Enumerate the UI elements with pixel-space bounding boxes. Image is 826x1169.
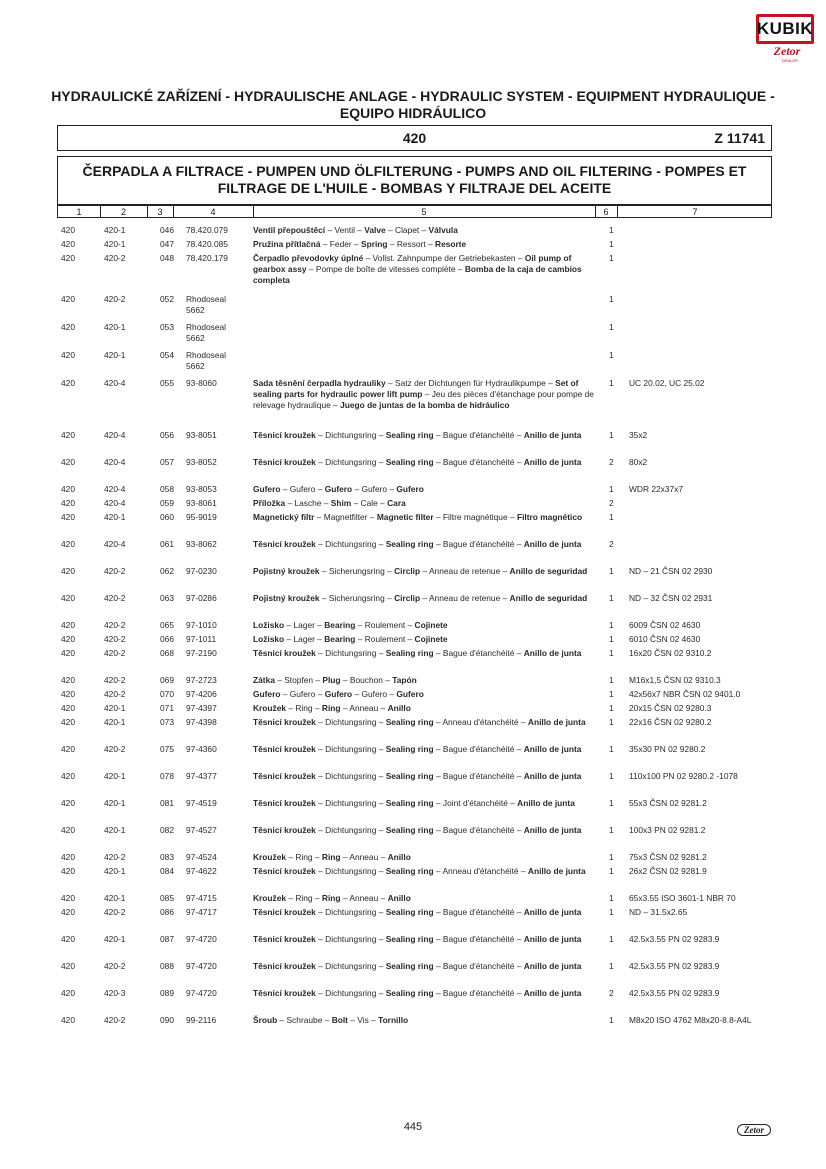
cell-description: Gufero – Gufero – Gufero – Gufero – Gufero [253,484,424,494]
cell-note: 42x56x7 NBR ČSN 02 9401.0 [629,689,741,699]
cell-c2: 420-4 [104,430,126,440]
cell-quantity: 1 [609,253,614,263]
cell-quantity: 1 [609,378,614,388]
cell-c2: 420-2 [104,294,126,304]
cell-note: ND – 31.5x2.65 [629,907,688,917]
cell-c4: 97-2723 [186,675,217,685]
cell-c4: 97-4717 [186,907,217,917]
cell-c4: 97-4519 [186,798,217,808]
cell-c3: 058 [160,484,174,494]
cell-description: Kroužek – Ring – Ring – Anneau – Anillo [253,893,411,903]
cell-quantity: 1 [609,1015,614,1025]
cell-note: 65x3.55 ISO 3601-1 NBR 70 [629,893,736,903]
cell-c4: 97-4622 [186,866,217,876]
cell-c2: 420-4 [104,498,126,508]
table-row [0,893,826,907]
cell-c1: 420 [61,322,75,332]
cell-c4: 93-8060 [186,378,217,388]
cell-c4: 97-4720 [186,961,217,971]
cell-c2: 420-1 [104,866,126,876]
cell-c4: 93-8051 [186,430,217,440]
cell-c2: 420-1 [104,512,126,522]
cell-c2: 420-4 [104,539,126,549]
cell-note: M8x20 ISO 4762 M8x20-8.8-A4L [629,1015,752,1025]
zetor-logo-text: Zetor [773,44,801,58]
cell-note: 55x3 ČSN 02 9281.2 [629,798,707,808]
cell-c1: 420 [61,798,75,808]
cell-c4: 97-4720 [186,988,217,998]
cell-c1: 420 [61,253,75,263]
cell-note: 42.5x3.55 PN 02 9283.9 [629,988,720,998]
cell-c1: 420 [61,852,75,862]
cell-c1: 420 [61,717,75,727]
table-row [0,703,826,717]
cell-c4: 97-4720 [186,934,217,944]
cell-c4: 93-8053 [186,484,217,494]
cell-c1: 420 [61,512,75,522]
cell-c4: 78.420.179 [186,253,228,263]
cell-quantity: 1 [609,225,614,235]
column-header-7: 7 [692,207,698,217]
cell-c2: 420-4 [104,484,126,494]
cell-note: 6009 ČSN 02 4630 [629,620,701,630]
cell-note: ND – 32 ČSN 02 2931 [629,593,713,603]
cell-description: Ložisko – Lager – Bearing – Roulement – Cojinete [253,620,448,630]
cell-description: Těsnicí kroužek – Dichtungsring – Sealing ring – Bague d'étanchéité – Anillo de junta [253,430,582,440]
title-line-2: EQUIPO HIDRÁULICO [339,105,487,121]
cell-description: Ložisko – Lager – Bearing – Roulement – Cojinete [253,634,448,644]
table-row [0,378,826,430]
cell-c1: 420 [61,1015,75,1025]
cell-note: 6010 ČSN 02 4630 [629,634,701,644]
cell-quantity: 1 [609,717,614,727]
cell-c4: 95-9019 [186,512,217,522]
cell-description: Těsnicí kroužek – Dichtungsring – Sealing ring – Bague d'étanchéité – Anillo de junta [253,907,582,917]
table-row [0,350,826,378]
cell-c2: 420-2 [104,566,126,576]
table-row [0,294,826,322]
table-row [0,457,826,484]
cell-c1: 420 [61,457,75,467]
subtitle-line-1: ČERPADLA A FILTRACE - PUMPEN UND ÖLFILTERUNG - PUMPS AND OIL FILTERING - POMPES ET [82,163,747,179]
cell-c1: 420 [61,294,75,304]
table-row [0,717,826,744]
table-row [0,866,826,893]
kubik-zetor-logo [756,14,814,64]
cell-c1: 420 [61,566,75,576]
table-row [0,239,826,253]
cell-note: 75x3 ČSN 02 9281.2 [629,852,707,862]
cell-c4: 97-4524 [186,852,217,862]
cell-c1: 420 [61,689,75,699]
cell-c2: 420-2 [104,689,126,699]
cell-note: ND – 21 ČSN 02 2930 [629,566,713,576]
cell-c4: 97-1010 [186,620,217,630]
cell-c2: 420-4 [104,457,126,467]
cell-c2: 420-2 [104,675,126,685]
cell-c4: Rhodoseal 5662 [186,350,227,371]
cell-quantity: 1 [609,961,614,971]
cell-c2: 420-1 [104,322,126,332]
cell-quantity: 1 [609,512,614,522]
cell-c3: 066 [160,634,174,644]
cell-c1: 420 [61,648,75,658]
cell-c2: 420-1 [104,717,126,727]
column-header-2: 2 [120,207,126,217]
cell-c1: 420 [61,225,75,235]
cell-c4: 97-0286 [186,593,217,603]
cell-description: Ventil přepouštěcí – Ventil – Valve – Clapet – Válvula [253,225,458,235]
cell-c3: 056 [160,430,174,440]
cell-c2: 420-2 [104,852,126,862]
cell-c3: 060 [160,512,174,522]
cell-c1: 420 [61,430,75,440]
table-row [0,225,826,239]
cell-quantity: 1 [609,322,614,332]
table-row [0,1015,826,1029]
cell-quantity: 1 [609,934,614,944]
cell-c1: 420 [61,961,75,971]
parts-table [0,225,826,1029]
table-row [0,539,826,566]
cell-c2: 420-2 [104,961,126,971]
cell-c2: 420-2 [104,620,126,630]
cell-c4: 97-1011 [186,634,217,644]
cell-c4: 97-4715 [186,893,217,903]
cell-description: Těsnicí kroužek – Dichtungsring – Sealing ring – Bague d'étanchéité – Anillo de junta [253,825,582,835]
cell-c3: 075 [160,744,174,754]
cell-c3: 052 [160,294,174,304]
cell-c1: 420 [61,484,75,494]
cell-quantity: 1 [609,620,614,630]
cell-description: Zátka – Stopfen – Plug – Bouchon – Tapón [253,675,417,685]
cell-description: Pojistný kroužek – Sicherungsring – Circlip – Anneau de retenue – Anillo de seguridad [253,566,588,576]
table-row [0,825,826,852]
cell-note: 100x3 PN 02 9281.2 [629,825,706,835]
column-header-1: 1 [76,207,82,217]
logo-dealer-tag: DEALER [782,58,799,63]
cell-c3: 071 [160,703,174,713]
cell-c1: 420 [61,893,75,903]
cell-c4: 97-4527 [186,825,217,835]
table-row [0,566,826,593]
cell-c4: 97-4360 [186,744,217,754]
cell-c2: 420-2 [104,1015,126,1025]
cell-c3: 088 [160,961,174,971]
cell-c3: 084 [160,866,174,876]
title-line-1: HYDRAULICKÉ ZAŘÍZENÍ - HYDRAULISCHE ANLAGE - HYDRAULIC SYSTEM - EQUIPMENT HYDRAULIQUE - [51,88,775,104]
table-row [0,620,826,634]
group-banner [57,125,772,151]
cell-quantity: 1 [609,294,614,304]
cell-c1: 420 [61,934,75,944]
cell-note: M16x1,5 ČSN 02 9310.3 [629,675,721,685]
subtitle-line-2: FILTRAGE DE L'HUILE - BOMBAS Y FILTRAJE DEL ACEITE [217,180,612,196]
cell-description: Pružina přítlačná – Feder – Spring – Ressort – Resorte [253,239,467,249]
cell-c2: 420-1 [104,771,126,781]
cell-note: UC 20.02, UC 25.02 [629,378,705,388]
footer-zetor-logo: Zetor [737,1124,771,1136]
cell-c4: 78.420.079 [186,225,228,235]
cell-c2: 420-1 [104,703,126,713]
cell-c3: 090 [160,1015,174,1025]
cell-note: 20x15 ČSN 02 9280.3 [629,703,712,713]
cell-quantity: 2 [609,498,614,508]
cell-quantity: 2 [609,539,614,549]
cell-c3: 047 [160,239,174,249]
cell-note: 42.5x3.55 PN 02 9283.9 [629,961,720,971]
cell-description: Šroub – Schraube – Bolt – Vis – Tornillo [253,1015,409,1025]
table-row [0,593,826,620]
cell-quantity: 1 [609,239,614,249]
cell-c1: 420 [61,239,75,249]
cell-quantity: 1 [609,430,614,440]
table-row [0,253,826,294]
cell-description: Příložka – Lasche – Shim – Cale – Cara [253,498,406,508]
cell-c4: 93-8061 [186,498,217,508]
cell-c1: 420 [61,593,75,603]
page-number: 445 [403,1121,423,1133]
cell-c3: 082 [160,825,174,835]
cell-c2: 420-1 [104,825,126,835]
cell-quantity: 1 [609,866,614,876]
cell-description: Čerpadlo převodovky úplné – Vollst. Zahnpumpe der Getriebekasten – Oil pump of gearbox assy – Pompe de boîte de vitesses complète – Bomba de la caja de cambios completa [253,253,582,285]
cell-c3: 078 [160,771,174,781]
cell-description: Sada těsnění čerpadla hydrauliky – Satz der Dichtungen für Hydraulikpumpe – Set of sealing parts for hydraulic power lift pump – Jeu des pièces d'étanchage pour pompe de relevage hydraulique – Juego de juntas de la bomba de hidráulico [253,378,594,410]
cell-note: 80x2 [629,457,648,467]
cell-c2: 420-1 [104,798,126,808]
cell-description: Kroužek – Ring – Ring – Anneau – Anillo [253,703,411,713]
cell-description: Kroužek – Ring – Ring – Anneau – Anillo [253,852,411,862]
cell-description: Těsnicí kroužek – Dichtungsring – Sealing ring – Bague d'étanchéité – Anillo de junta [253,771,582,781]
cell-c3: 081 [160,798,174,808]
column-header-3: 3 [157,207,163,217]
catalog-code: Z 11741 [714,130,765,146]
cell-c3: 046 [160,225,174,235]
cell-c3: 055 [160,378,174,388]
table-row [0,634,826,648]
table-row [0,512,826,539]
cell-quantity: 1 [609,566,614,576]
cell-c1: 420 [61,771,75,781]
cell-c3: 065 [160,620,174,630]
cell-note: 35x2 [629,430,648,440]
cell-c3: 070 [160,689,174,699]
cell-c2: 420-1 [104,239,126,249]
cell-c4: 78.420.085 [186,239,228,249]
cell-c2: 420-2 [104,907,126,917]
column-header-6: 6 [603,207,609,217]
cell-c4: 97-4206 [186,689,217,699]
cell-c1: 420 [61,907,75,917]
cell-quantity: 1 [609,852,614,862]
cell-c3: 062 [160,566,174,576]
cell-note: WDR 22x37x7 [629,484,683,494]
cell-description: Těsnicí kroužek – Dichtungsring – Sealing ring – Bague d'étanchéité – Anillo de junta [253,539,582,549]
cell-note: 22x16 ČSN 02 9280.2 [629,717,712,727]
table-row [0,675,826,689]
cell-note: 16x20 ČSN 02 9310.2 [629,648,712,658]
cell-c1: 420 [61,634,75,644]
cell-c3: 061 [160,539,174,549]
cell-c1: 420 [61,866,75,876]
cell-c3: 069 [160,675,174,685]
cell-quantity: 1 [609,484,614,494]
cell-c4: Rhodoseal 5662 [186,294,227,315]
cell-quantity: 1 [609,675,614,685]
cell-description: Těsnicí kroužek – Dichtungsring – Sealing ring – Bague d'étanchéité – Anillo de junta [253,457,582,467]
cell-c3: 054 [160,350,174,360]
cell-description: Těsnicí kroužek – Dichtungsring – Sealing ring – Bague d'étanchéité – Anillo de junta [253,648,582,658]
cell-c3: 068 [160,648,174,658]
cell-c2: 420-4 [104,378,126,388]
column-header-5: 5 [421,207,427,217]
section-subtitle [57,156,772,205]
cell-c4: 97-0230 [186,566,217,576]
column-header-row [57,205,772,218]
cell-description: Těsnicí kroužek – Dichtungsring – Sealing ring – Bague d'étanchéité – Anillo de junta [253,934,582,944]
cell-c1: 420 [61,378,75,388]
cell-c1: 420 [61,744,75,754]
cell-c2: 420-2 [104,593,126,603]
table-row [0,907,826,934]
cell-c3: 059 [160,498,174,508]
kubik-logo-box [756,14,814,44]
cell-quantity: 1 [609,350,614,360]
cell-description: Magnetický filtr – Magnetfilter – Magnetic filter – Filtre magnétique – Filtro magnético [253,512,583,522]
cell-c2: 420-3 [104,988,126,998]
cell-quantity: 1 [609,907,614,917]
cell-description: Těsnicí kroužek – Dichtungsring – Sealing ring – Bague d'étanchéité – Anillo de junta [253,988,582,998]
cell-quantity: 1 [609,703,614,713]
cell-c2: 420-2 [104,744,126,754]
table-row [0,322,826,350]
cell-c2: 420-2 [104,253,126,263]
cell-c4: 97-4397 [186,703,217,713]
cell-c1: 420 [61,620,75,630]
table-row [0,961,826,988]
table-row [0,430,826,457]
cell-quantity: 1 [609,744,614,754]
cell-c1: 420 [61,539,75,549]
cell-description: Těsnicí kroužek – Dichtungsring – Sealing ring – Bague d'étanchéité – Anillo de junta [253,961,582,971]
table-row [0,852,826,866]
cell-quantity: 1 [609,771,614,781]
cell-c2: 420-2 [104,634,126,644]
cell-quantity: 1 [609,893,614,903]
cell-description: Těsnicí kroužek – Dichtungsring – Sealing ring – Joint d'étanchéité – Anillo de junta [253,798,575,808]
cell-note: 110x100 PN 02 9280.2 -1078 [629,771,738,781]
cell-description: Těsnicí kroužek – Dichtungsring – Sealing ring – Anneau d'étanchéité – Anillo de junta [253,866,586,876]
cell-c3: 063 [160,593,174,603]
table-row [0,689,826,703]
cell-c3: 085 [160,893,174,903]
table-row [0,648,826,675]
cell-c2: 420-1 [104,934,126,944]
cell-quantity: 1 [609,593,614,603]
cell-c3: 048 [160,253,174,263]
cell-c3: 073 [160,717,174,727]
table-row [0,988,826,1015]
cell-quantity: 1 [609,798,614,808]
cell-c2: 420-1 [104,893,126,903]
table-row [0,771,826,798]
cell-description: Gufero – Gufero – Gufero – Gufero – Gufero [253,689,424,699]
cell-quantity: 1 [609,825,614,835]
cell-c3: 083 [160,852,174,862]
page-title [40,88,786,122]
cell-c4: 97-4377 [186,771,217,781]
logo-brand-text: KUBIK [756,19,814,38]
cell-quantity: 2 [609,988,614,998]
cell-note: 26x2 ČSN 02 9281.9 [629,866,707,876]
cell-quantity: 1 [609,634,614,644]
cell-note: 42.5x3.55 PN 02 9283.9 [629,934,720,944]
cell-c3: 053 [160,322,174,332]
table-row [0,744,826,771]
cell-c3: 087 [160,934,174,944]
cell-description: Pojistný kroužek – Sicherungsring – Circlip – Anneau de retenue – Anillo de seguridad [253,593,588,603]
cell-c2: 420-1 [104,350,126,360]
cell-c1: 420 [61,825,75,835]
table-row [0,798,826,825]
column-header-4: 4 [210,207,216,217]
table-row [0,934,826,961]
cell-note: 35x30 PN 02 9280.2 [629,744,706,754]
cell-c3: 086 [160,907,174,917]
cell-c1: 420 [61,498,75,508]
cell-description: Těsnicí kroužek – Dichtungsring – Sealing ring – Anneau d'étanchéité – Anillo de junta [253,717,586,727]
cell-c4: 93-8052 [186,457,217,467]
cell-c3: 089 [160,988,174,998]
cell-quantity: 1 [609,689,614,699]
cell-c1: 420 [61,350,75,360]
cell-c2: 420-2 [104,648,126,658]
cell-c4: 93-8062 [186,539,217,549]
cell-c1: 420 [61,675,75,685]
table-row [0,498,826,512]
group-number: 420 [402,130,427,146]
cell-c1: 420 [61,703,75,713]
cell-c4: 99-2116 [186,1015,217,1025]
cell-quantity: 2 [609,457,614,467]
cell-c4: 97-2190 [186,648,217,658]
cell-description: Těsnicí kroužek – Dichtungsring – Sealing ring – Bague d'étanchéité – Anillo de junta [253,744,582,754]
cell-c2: 420-1 [104,225,126,235]
table-row [0,484,826,498]
cell-c4: 97-4398 [186,717,217,727]
cell-quantity: 1 [609,648,614,658]
cell-c1: 420 [61,988,75,998]
cell-c4: Rhodoseal 5662 [186,322,227,343]
cell-c3: 057 [160,457,174,467]
